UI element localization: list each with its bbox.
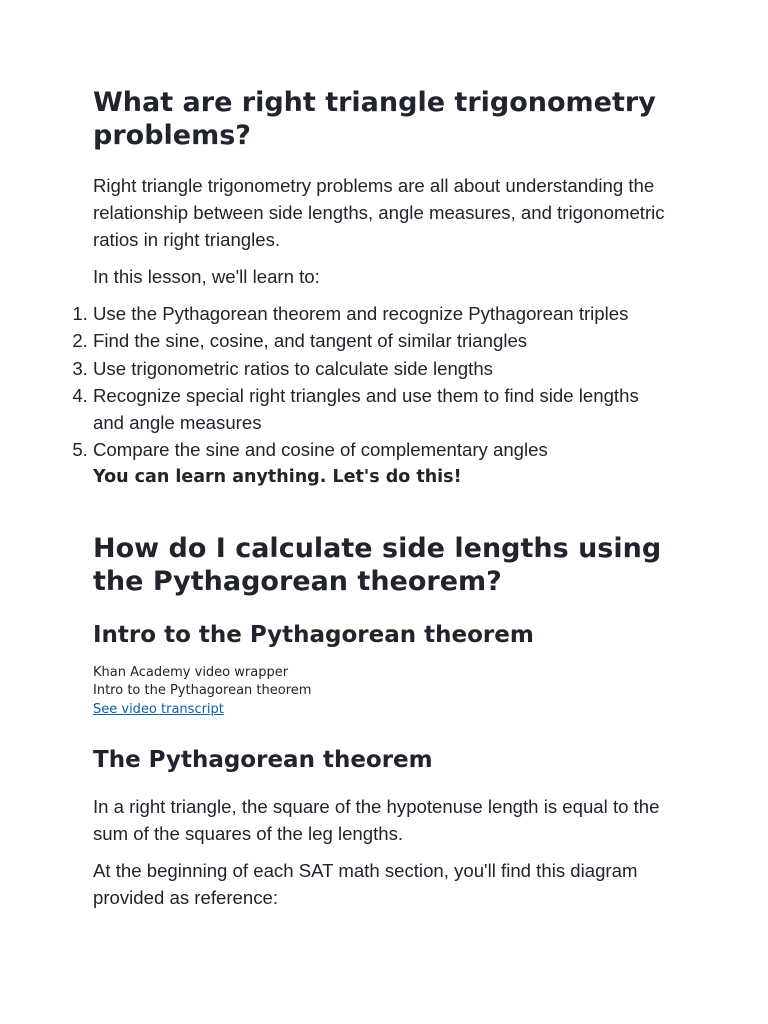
section-heading-right-triangle-problems: What are right triangle trigonometry problems? <box>93 87 656 151</box>
lesson-lead-paragraph: In this lesson, we'll learn to: <box>93 266 320 287</box>
intro-paragraph: Right triangle trigonometry problems are all about understanding the relationship between side lengths, angle measures, and trigonometric ratios in right triangles. <box>93 175 665 250</box>
list-item: 2. Find the sine, cosine, and tangent of similar triangles <box>93 327 673 354</box>
motto-text: You can learn anything. Let's do this! <box>93 466 462 487</box>
video-wrapper <box>93 664 673 719</box>
article-content <box>93 86 673 911</box>
see-video-transcript-link[interactable]: See video transcript <box>93 701 224 717</box>
list-item: 5. Compare the sine and cosine of complementary angles <box>93 436 673 463</box>
theorem-heading: The Pythagorean theorem <box>93 746 433 773</box>
video-heading: Intro to the Pythagorean theorem <box>93 621 534 648</box>
theorem-paragraph: In a right triangle, the square of the hypotenuse length is equal to the sum of the squares of the leg lengths. <box>93 795 660 844</box>
list-item: 3. Use trigonometric ratios to calculate side lengths <box>93 355 673 382</box>
lesson-goals-list <box>93 300 673 464</box>
video-wrapper-label: Khan Academy video wrapper <box>93 664 289 680</box>
reference-paragraph: At the beginning of each SAT math section, you'll find this diagram provided as reference: <box>93 859 638 908</box>
section-heading-pythagorean-side-lengths: How do I calculate side lengths using the Pythagorean theorem? <box>93 532 662 597</box>
video-title: Intro to the Pythagorean theorem <box>93 682 312 698</box>
list-item: 4. Recognize special right triangles and use them to find side lengths and angle measures <box>93 382 673 437</box>
list-item: 1. Use the Pythagorean theorem and recognize Pythagorean triples <box>93 300 673 327</box>
